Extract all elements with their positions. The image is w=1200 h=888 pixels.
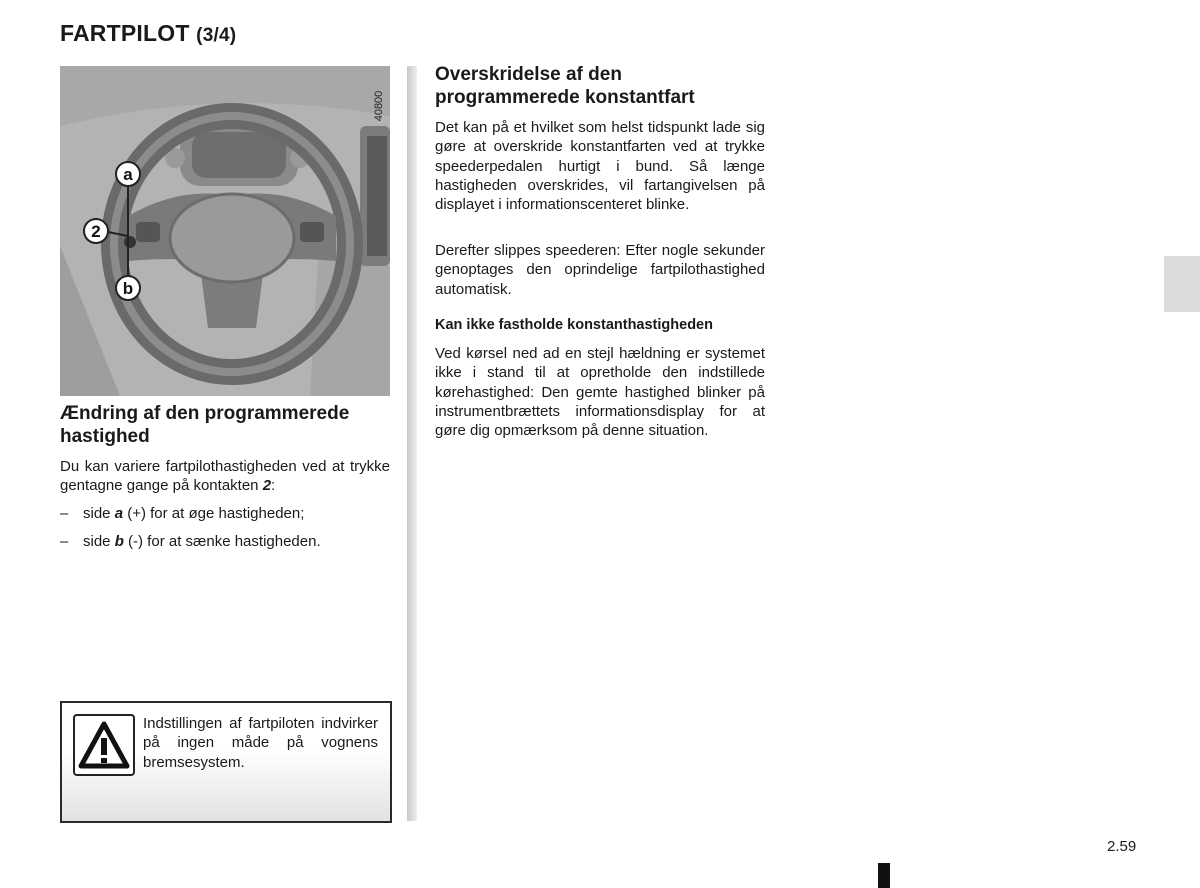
section-tab-marker — [1164, 256, 1200, 312]
page-title — [60, 20, 236, 47]
figure-label-a: a — [123, 165, 133, 184]
list-key: b — [114, 533, 124, 550]
figure-code: 40800 — [373, 90, 385, 122]
warning-text: Indstillingen af fartpiloten indvirker på ingen måde på vognens bremsesystem. — [143, 715, 378, 771]
left-intro-key: 2 — [262, 477, 272, 495]
list-prefix: side — [83, 505, 115, 522]
left-heading-line2: hastighed — [60, 426, 150, 447]
crop-mark — [878, 863, 890, 888]
column-divider — [407, 66, 417, 821]
right-subheading: Kan ikke fastholde konstanthastigheden — [435, 317, 713, 333]
right-paragraph-1: Det kan på et hvilket som helst tidspunkt lade sig gøre at overskride konstantfarten ved at trykke speederpedalen hurtigt i bund. Så længe hastigheden overskrides, vil fartangivelsen på displayet i informationscenteret blinke. — [435, 119, 765, 214]
right-heading-line2: programmerede konstantfart — [435, 87, 695, 108]
list-suffix: (-) for at sænke hastigheden. — [123, 533, 321, 550]
page-number: 2.59 — [1107, 838, 1137, 855]
steering-wheel-drawing — [60, 66, 390, 396]
figure-label-b: b — [122, 279, 134, 298]
title-text: FARTPILOT — [60, 20, 190, 46]
list-key: a — [114, 505, 124, 522]
list-prefix: side — [83, 533, 115, 550]
list-dash: – — [60, 505, 69, 522]
left-intro — [60, 457, 390, 496]
list-dash: – — [60, 533, 69, 550]
left-heading-line1: Ændring af den programmerede — [60, 403, 350, 424]
title-part: (3/4) — [196, 25, 237, 46]
list-item — [60, 504, 390, 523]
list-suffix: (+) for at øge hastigheden; — [123, 505, 305, 522]
figure-label-2: 2 — [91, 222, 101, 241]
left-intro-prefix: Du kan variere fartpilothastigheden ved at trykke gentagne gange på kontakten — [60, 458, 390, 495]
steering-wheel-illustration — [60, 66, 390, 396]
right-heading — [435, 63, 775, 109]
right-heading-line1: Overskridelse af den — [435, 64, 622, 85]
right-paragraph-3: Ved kørsel ned ad en stejl hældning er systemet ikke i stand til at opretholde den indstillede kørehastighed: Den gemte hastighed blinker på instrumentbrættets informationsdisplay for at gøre dig opmærksom på denne situation. — [435, 345, 765, 440]
list-item — [60, 532, 390, 551]
right-paragraph-2: Derefter slippes speederen: Efter nogle sekunder genoptages den oprindelige fartpilothastighed automatisk. — [435, 242, 765, 298]
left-heading — [60, 402, 400, 448]
warning-triangle-icon — [73, 714, 135, 776]
left-intro-suffix: : — [271, 477, 276, 495]
warning-box — [60, 701, 392, 823]
